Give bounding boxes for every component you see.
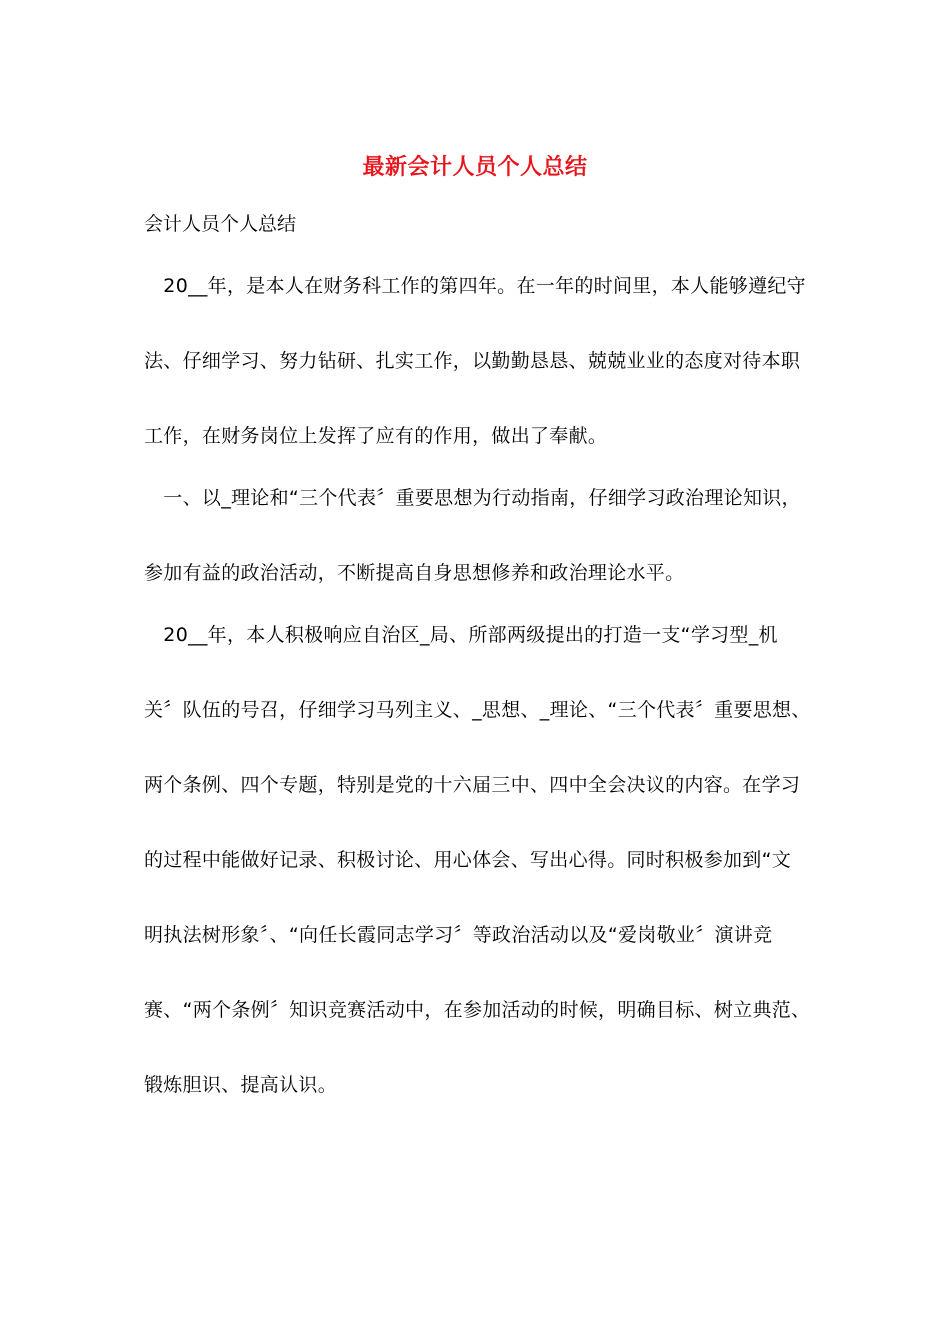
- paragraph-line: 法、仔细学习、努力钻研、扎实工作，以勤勤恳恳、兢兢业业的态度对待本职: [144, 350, 801, 372]
- paragraph-line: 20__年，本人积极响应自治区_局、所部两级提出的打造一支“学习型_机: [144, 624, 778, 646]
- paragraph-line: 关〞队伍的号召，仔细学习马列主义、_思想、_理论、“三个代表〞重要思想、: [144, 699, 811, 721]
- paragraph-line: 一、以_理论和“三个代表〞重要思想为行动指南，仔细学习政治理论知识，: [144, 487, 801, 509]
- document-title: 最新会计人员个人总结: [362, 155, 588, 180]
- paragraph-line: 的过程中能做好记录、积极讨论、用心体会、写出心得。同时积极参加到“文: [144, 849, 792, 871]
- paragraph-line: 参加有益的政治活动，不断提高自身思想修养和政治理论水平。: [144, 562, 685, 584]
- paragraph-line: 锻炼胆识、提高认识。: [144, 1074, 338, 1096]
- paragraph-line: 明执法树形象〞、“向任长霞同志学习〞等政治活动以及“爱岗敬业〞演讲竞: [144, 924, 773, 946]
- paragraph-line: 两个条例、四个专题，特别是党的十六届三中、四中全会决议的内容。在学习: [144, 774, 801, 796]
- document-subtitle: 会计人员个人总结: [144, 213, 297, 235]
- paragraph-line: 工作，在财务岗位上发挥了应有的作用，做出了奉献。: [144, 425, 608, 447]
- paragraph-line: 赛、“两个条例〞知识竞赛活动中，在参加活动的时候，明确目标、树立典范、: [144, 999, 811, 1021]
- paragraph-line: 20__年，是本人在财务科工作的第四年。在一年的时间里，本人能够遵纪守: [144, 275, 806, 297]
